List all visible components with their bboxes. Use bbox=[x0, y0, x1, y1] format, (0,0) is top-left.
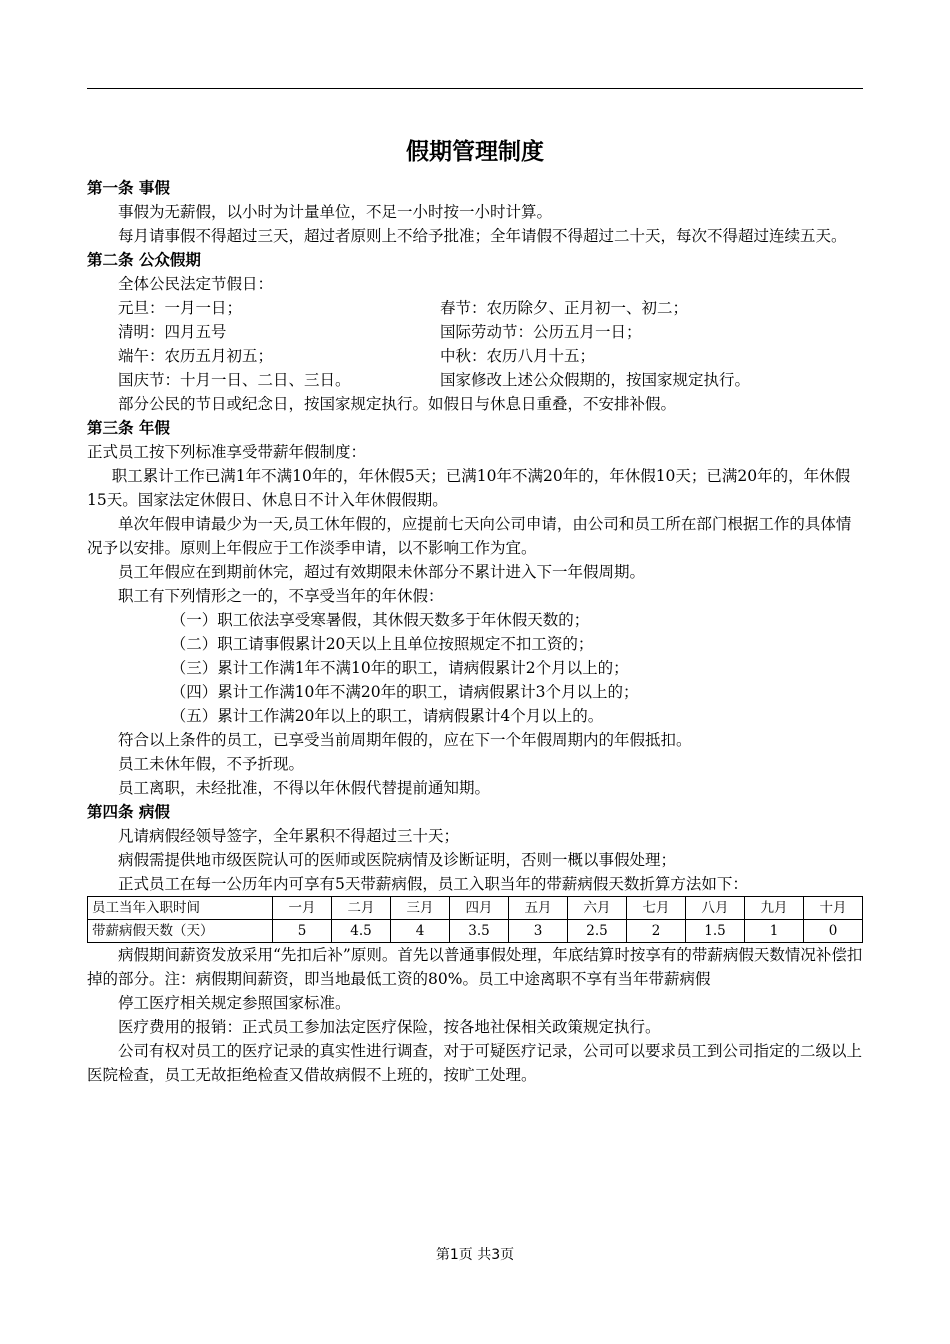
page-footer: 第1页 共3页 bbox=[435, 1247, 515, 1263]
section-heading-personal-leave: 第一条 事假 bbox=[87, 179, 170, 197]
document-body bbox=[87, 132, 863, 1087]
table-cell: 三月 bbox=[391, 897, 450, 920]
table-cell: 1.5 bbox=[686, 920, 745, 943]
table-row-header: 带薪病假天数（天） bbox=[88, 920, 273, 943]
section-heading-annual-leave: 第三条 年假 bbox=[87, 419, 170, 437]
table-cell: 5 bbox=[273, 920, 332, 943]
paragraph: 员工年假应在到期前休完，超过有效期限未休部分不累计进入下一年假周期。 bbox=[118, 563, 646, 581]
table-cell: 2 bbox=[627, 920, 686, 943]
holiday-right: 春节：农历除夕、正月初一、初二； bbox=[440, 299, 689, 317]
section-heading-sick-leave: 第四条 病假 bbox=[87, 803, 170, 821]
list-item: （一）职工依法享受寒暑假，其休假天数多于年休假天数的； bbox=[170, 611, 590, 629]
holiday-right: 国家修改上述公众假期的，按国家规定执行。 bbox=[440, 371, 751, 389]
holiday-right: 中秋：农历八月十五； bbox=[440, 347, 596, 365]
table-cell: 4 bbox=[391, 920, 450, 943]
paragraph: 全体公民法定节假日： bbox=[118, 275, 274, 293]
table-cell: 二月 bbox=[332, 897, 391, 920]
holiday-row bbox=[87, 320, 863, 344]
table-cell: 七月 bbox=[627, 897, 686, 920]
table-row-header: 员工当年入职时间 bbox=[88, 897, 273, 920]
paragraph: 部分公民的节日或纪念日，按国家规定执行。如假日与休息日重叠，不安排补假。 bbox=[118, 395, 677, 413]
paragraph: 员工未休年假，不予折现。 bbox=[118, 755, 305, 773]
holiday-left: 国庆节：十月一日、二日、三日。 bbox=[118, 371, 351, 389]
paragraph: 事假为无薪假，以小时为计量单位，不足一小时按一小时计算。 bbox=[118, 203, 553, 221]
holiday-right: 国际劳动节：公历五月一日； bbox=[440, 323, 642, 341]
paragraph: 职工累计工作已满1年不满10年的，年休假5天；已满10年不满20年的，年休假10天；已满20年的，年休假15天。国家法定休假日、休息日不计入年休假假期。 bbox=[87, 467, 851, 509]
paragraph: 停工医疗相关规定参照国家标准。 bbox=[118, 994, 351, 1012]
sick-leave-table bbox=[87, 896, 863, 943]
list-item: （三）累计工作满1年不满10年的职工，请病假累计2个月以上的； bbox=[170, 659, 629, 677]
table-cell: 2.5 bbox=[568, 920, 627, 943]
paragraph: 公司有权对员工的医疗记录的真实性进行调查，对于可疑医疗记录，公司可以要求员工到公司指定的二级以上医院检查，员工无故拒绝检查又借故病假不上班的，按旷工处理。 bbox=[87, 1042, 863, 1084]
list-item: （五）累计工作满20年以上的职工，请病假累计4个月以上的。 bbox=[170, 707, 604, 725]
header-rule bbox=[87, 88, 863, 89]
paragraph: 单次年假申请最少为一天,员工休年假的，应提前七天向公司申请，由公司和员工所在部门根据工作的具体情况予以安排。原则上年假应于工作淡季申请，以不影响工作为宜。 bbox=[87, 515, 852, 557]
paragraph: 职工有下列情形之一的，不享受当年的年休假： bbox=[118, 587, 444, 605]
table-row bbox=[88, 897, 863, 920]
holiday-row bbox=[87, 344, 863, 368]
paragraph: 员工离职，未经批准，不得以年休假代替提前通知期。 bbox=[118, 779, 491, 797]
table-cell: 1 bbox=[745, 920, 804, 943]
paragraph: 正式员工按下列标准享受带薪年假制度： bbox=[87, 443, 367, 461]
table-cell: 0 bbox=[804, 920, 863, 943]
table-cell: 四月 bbox=[450, 897, 509, 920]
paragraph: 凡请病假经领导签字，全年累积不得超过三十天； bbox=[118, 827, 460, 845]
paragraph: 每月请事假不得超过三天，超过者原则上不给予批准；全年请假不得超过二十天，每次不得超过连续五天。 bbox=[118, 227, 847, 245]
table-cell: 3 bbox=[509, 920, 568, 943]
table-cell: 4.5 bbox=[332, 920, 391, 943]
holiday-row bbox=[87, 296, 863, 320]
document-title: 假期管理制度 bbox=[406, 139, 544, 165]
paragraph: 病假期间薪资发放采用“先扣后补”原则。首先以普通事假处理，年底结算时按享有的带薪病假天数情况补偿扣掉的部分。注：病假期间薪资，即当地最低工资的80%。员工中途离职不享有当年带薪病假 bbox=[87, 946, 863, 988]
table-cell: 九月 bbox=[745, 897, 804, 920]
holiday-left: 端午：农历五月初五； bbox=[118, 347, 274, 365]
holiday-row bbox=[87, 368, 863, 392]
paragraph: 医疗费用的报销：正式员工参加法定医疗保险，按各地社保相关政策规定执行。 bbox=[118, 1018, 661, 1036]
table-cell: 五月 bbox=[509, 897, 568, 920]
table-cell: 一月 bbox=[273, 897, 332, 920]
list-item: （二）职工请事假累计20天以上且单位按照规定不扣工资的； bbox=[170, 635, 594, 653]
table-cell: 十月 bbox=[804, 897, 863, 920]
holiday-left: 元旦：一月一日； bbox=[118, 299, 243, 317]
paragraph: 病假需提供地市级医院认可的医师或医院病情及诊断证明，否则一概以事假处理； bbox=[118, 851, 677, 869]
paragraph: 符合以上条件的员工，已享受当前周期年假的，应在下一个年假周期内的年假抵扣。 bbox=[118, 731, 692, 749]
table-cell: 八月 bbox=[686, 897, 745, 920]
list-item: （四）累计工作满10年不满20年的职工，请病假累计3个月以上的； bbox=[170, 683, 639, 701]
section-heading-public-holidays: 第二条 公众假期 bbox=[87, 251, 201, 269]
paragraph: 正式员工在每一公历年内可享有5天带薪病假，员工入职当年的带薪病假天数折算方法如下： bbox=[118, 875, 748, 893]
table-row bbox=[88, 920, 863, 943]
table-cell: 六月 bbox=[568, 897, 627, 920]
holiday-left: 清明：四月五号 bbox=[118, 323, 227, 341]
table-cell: 3.5 bbox=[450, 920, 509, 943]
